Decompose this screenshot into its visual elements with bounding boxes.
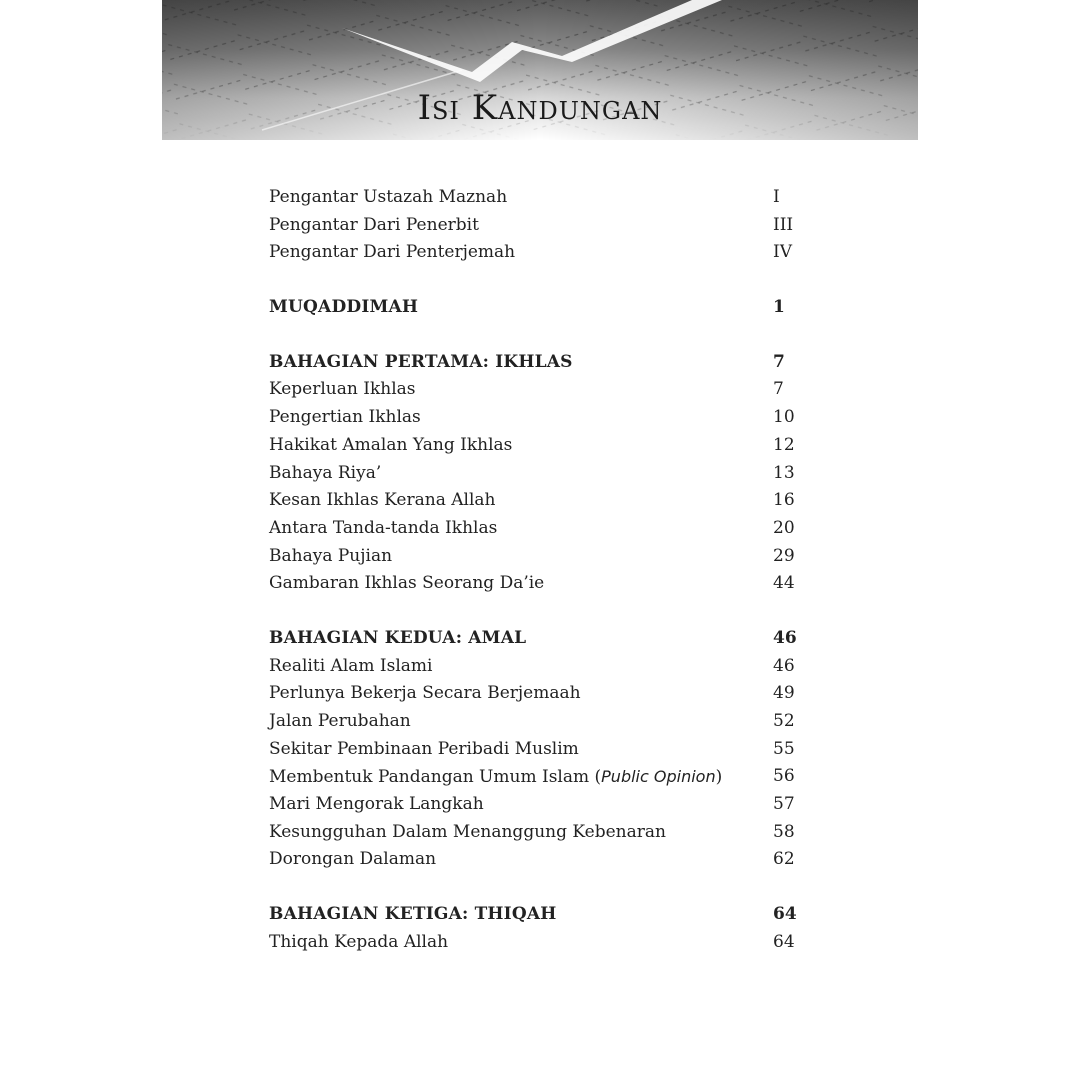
entry-title: Pengantar Ustazah Maznah [269, 187, 508, 207]
toc-entry[interactable] [269, 680, 809, 708]
entry-page-number: 49 [773, 683, 795, 704]
entry-page-number: 64 [773, 931, 795, 952]
heading-page-number: 1 [773, 297, 785, 318]
page-title: Isi Kandungan [417, 88, 663, 128]
entry-title: Sekitar Pembinaan Peribadi Muslim [269, 738, 579, 759]
entry-page-number: 16 [773, 490, 795, 511]
heading-page-number: 64 [773, 904, 797, 925]
entry-title: Antara Tanda-tanda Ikhlas [269, 517, 498, 538]
entry-title: Keperluan Ikhlas [269, 379, 416, 400]
entry-title: Pengertian Ikhlas [269, 407, 421, 428]
entry-title-close: ) [715, 767, 723, 788]
entry-title: Perlunya Bekerja Secara Berjemaah [269, 683, 581, 704]
entry-page-number: III [773, 214, 794, 235]
entry-title: Pengantar Dari Penterjemah [269, 242, 516, 263]
entry-page-number: IV [773, 242, 792, 263]
toc-entry[interactable] [269, 376, 809, 404]
entry-title-italic: Public Opinion [601, 767, 716, 787]
toc-entry[interactable] [269, 460, 809, 488]
entry-page-number: 62 [773, 849, 795, 870]
heading-title: BAHAGIAN PERTAMA: IKHLAS [269, 351, 573, 372]
toc-entry[interactable] [269, 929, 809, 957]
table-of-contents [269, 184, 809, 984]
heading-page-number: 46 [773, 627, 797, 648]
entry-title: Mari Mengorak Langkah [269, 794, 484, 815]
toc-heading[interactable] [269, 901, 809, 929]
heading-title: BAHAGIAN KETIGA: THIQAH [269, 904, 557, 925]
entry-title: Bahaya Pujian [269, 545, 393, 566]
toc-entry[interactable] [269, 763, 809, 791]
toc-entry[interactable] [269, 239, 809, 267]
toc-entry[interactable] [269, 487, 809, 515]
entry-page-number: 13 [773, 462, 795, 483]
toc-entry[interactable] [269, 653, 809, 681]
toc-entry[interactable] [269, 212, 809, 240]
toc-entry[interactable] [269, 570, 809, 598]
heading-title: BAHAGIAN KEDUA: AMAL [269, 627, 527, 648]
entry-title: Gambaran Ikhlas Seorang Da’ie [269, 573, 545, 594]
entry-page-number: 57 [773, 794, 795, 815]
entry-title: Dorongan Dalaman [269, 849, 437, 870]
entry-page-number: 44 [773, 573, 795, 594]
entry-title: Kesungguhan Dalam Menanggung Kebenaran [269, 821, 666, 842]
entry-page-number: 10 [773, 407, 795, 428]
entry-page-number: 52 [773, 711, 795, 731]
entry-page-number: 12 [773, 434, 795, 455]
entry-page-number: 7 [773, 379, 784, 400]
entry-title: Thiqah Kepada Allah [269, 931, 449, 952]
toc-heading[interactable] [269, 349, 809, 377]
toc-section-amal [269, 625, 809, 874]
entry-page-number: 55 [773, 738, 795, 759]
entry-title [269, 763, 722, 791]
entry-title: Hakikat Amalan Yang Ikhlas [269, 434, 513, 455]
toc-entry[interactable] [269, 404, 809, 432]
entry-title: Pengantar Dari Penerbit [269, 214, 479, 235]
toc-entry[interactable] [269, 846, 809, 874]
heading-page-number: 7 [773, 351, 785, 372]
entry-page-number: 58 [773, 821, 795, 842]
toc-section-muqaddimah [269, 294, 809, 322]
toc-entry[interactable] [269, 736, 809, 764]
entry-page-number: 20 [773, 517, 795, 538]
toc-entry[interactable] [269, 819, 809, 847]
entry-title: Jalan Perubahan [269, 711, 411, 731]
toc-heading[interactable] [269, 294, 809, 322]
toc-section-front-matter [269, 184, 809, 267]
entry-page-number: 46 [773, 655, 795, 676]
toc-entry[interactable] [269, 432, 809, 460]
entry-title: Realiti Alam Islami [269, 655, 433, 676]
heading-title: MUQADDIMAH [269, 297, 419, 318]
toc-entry[interactable] [269, 543, 809, 571]
entry-title: Bahaya Riya’ [269, 462, 382, 483]
toc-heading[interactable] [269, 625, 809, 653]
entry-page-number: 56 [773, 766, 795, 787]
entry-page-number: I [773, 187, 780, 207]
toc-section-thiqah [269, 901, 809, 956]
entry-title-main: Membentuk Pandangan Umum Islam ( [269, 767, 602, 788]
entry-title: Kesan Ikhlas Kerana Allah [269, 490, 496, 511]
toc-entry[interactable] [269, 515, 809, 543]
toc-entry[interactable] [269, 184, 809, 212]
toc-section-ikhlas [269, 349, 809, 598]
toc-entry[interactable] [269, 791, 809, 819]
entry-page-number: 29 [773, 545, 795, 566]
toc-entry[interactable] [269, 708, 809, 736]
